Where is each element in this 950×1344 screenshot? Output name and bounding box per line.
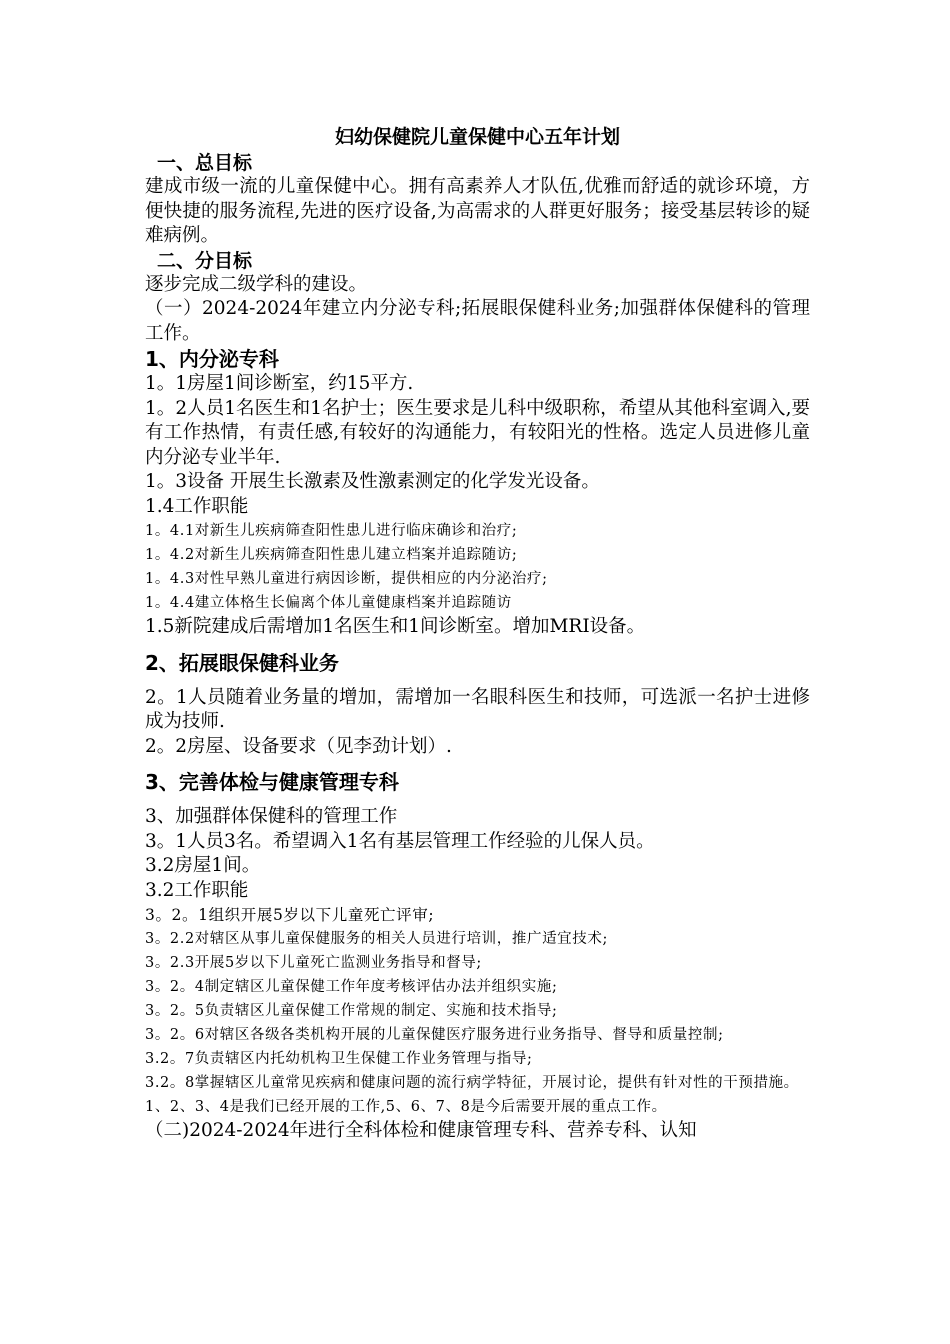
work-status-note: 1、2、3、4是我们已经开展的工作,5、6、7、8是今后需要开展的重点工作。 bbox=[145, 1099, 667, 1115]
endocrine-function-item: 1。4.4建立体格生长偏离个体儿童健康档案并追踪随访 bbox=[145, 595, 512, 611]
endocrine-section-title: 1、内分泌专科 bbox=[145, 347, 279, 371]
group-health-function-item: 3。2。6对辖区各级各类机构开展的儿童保健医疗服务进行业务指导、督导和质量控制; bbox=[145, 1027, 724, 1043]
group-health-functions-heading: 3.2工作职能 bbox=[145, 879, 249, 901]
endocrine-function-item: 1。4.1对新生儿疾病筛查阳性患儿进行临床确诊和治疗; bbox=[145, 523, 518, 539]
ophthalmology-room-equipment: 2。2房屋、设备要求（见李劲计划）. bbox=[145, 735, 452, 757]
ophthalmology-section-title: 2、拓展眼保健科业务 bbox=[145, 650, 339, 675]
endocrine-staff: 1。2人员1名医生和1名护士；医生要求是儿科中级职称，希望从其他科室调入,要有工作热情，有责任感,有较好的沟通能力，有较阳光的性格。选定人员进修儿童内分泌专业半年. bbox=[145, 397, 810, 468]
endocrine-function-item: 1。4.2对新生儿疾病筛查阳性患儿建立档案并追踪随访; bbox=[145, 547, 518, 563]
group-health-function-item: 3。2。5负责辖区儿童保健工作常规的制定、实施和技术指导; bbox=[145, 1003, 558, 1019]
endocrine-functions-heading: 1.4工作职能 bbox=[145, 495, 249, 517]
health-management-section-title: 3、完善体检与健康管理专科 bbox=[145, 770, 399, 794]
document-title: 妇幼保健院儿童保健中心五年计划 bbox=[334, 126, 620, 148]
ophthalmology-staff: 2。1人员随着业务量的增加，需增加一名眼科医生和技师，可选派一名护士进修成为技师. bbox=[145, 686, 810, 732]
phase-one-text: （一）2024-2024年建立内分泌专科;拓展眼保健科业务;加强群体保健科的管理工作。 bbox=[145, 298, 810, 344]
overall-goal-text: 建成市级一流的儿童保健中心。拥有高素养人才队伍,优雅而舒适的就诊环境，方便快捷的服务流程,先进的医疗设备,为高需求的人群更好服务；接受基层转诊的疑难病例。 bbox=[145, 176, 810, 246]
group-health-function-item: 3.2。7负责辖区内托幼机构卫生保健工作业务管理与指导; bbox=[145, 1051, 533, 1067]
group-health-management: 3、加强群体保健科的管理工作 bbox=[145, 806, 398, 827]
endocrine-function-item: 1。4.3对性早熟儿童进行病因诊断，提供相应的内分泌治疗; bbox=[145, 571, 548, 587]
group-health-staff: 3。1人员3名。希望调入1名有基层管理工作经验的儿保人员。 bbox=[145, 830, 655, 852]
document-page bbox=[145, 124, 810, 1144]
group-health-function-item: 3.2。8掌握辖区儿童常见疾病和健康问题的流行病学特征，开展讨论，提供有针对性的干预措施。 bbox=[145, 1075, 799, 1091]
endocrine-equipment: 1。3设备 开展生长激素及性激素测定的化学发光设备。 bbox=[145, 471, 600, 492]
endocrine-new-hospital: 1.5新院建成后需增加1名医生和1间诊断室。增加MRI设备。 bbox=[145, 616, 646, 637]
sub-goals-intro: 逐步完成二级学科的建设。 bbox=[145, 273, 368, 295]
group-health-function-item: 3。2.2对辖区从事儿童保健服务的相关人员进行培训，推广适宜技术; bbox=[145, 931, 608, 947]
section-heading-sub-goals: 二、分目标 bbox=[157, 249, 253, 272]
group-health-function-item: 3。2.3开展5岁以下儿童死亡监测业务指导和督导; bbox=[145, 955, 482, 971]
endocrine-room: 1。1房屋1间诊断室，约15平方. bbox=[145, 373, 414, 394]
group-health-room: 3.2房屋1间。 bbox=[145, 855, 261, 876]
group-health-function-item: 3。2。1组织开展5岁以下儿童死亡评审; bbox=[145, 906, 435, 924]
section-heading-overall-goal: 一、总目标 bbox=[157, 152, 253, 174]
phase-two-text: （二)2024-2024年进行全科体检和健康管理专科、营养专科、认知 bbox=[145, 1120, 697, 1141]
group-health-function-item: 3。2。4制定辖区儿童保健工作年度考核评估办法并组织实施; bbox=[145, 979, 558, 995]
